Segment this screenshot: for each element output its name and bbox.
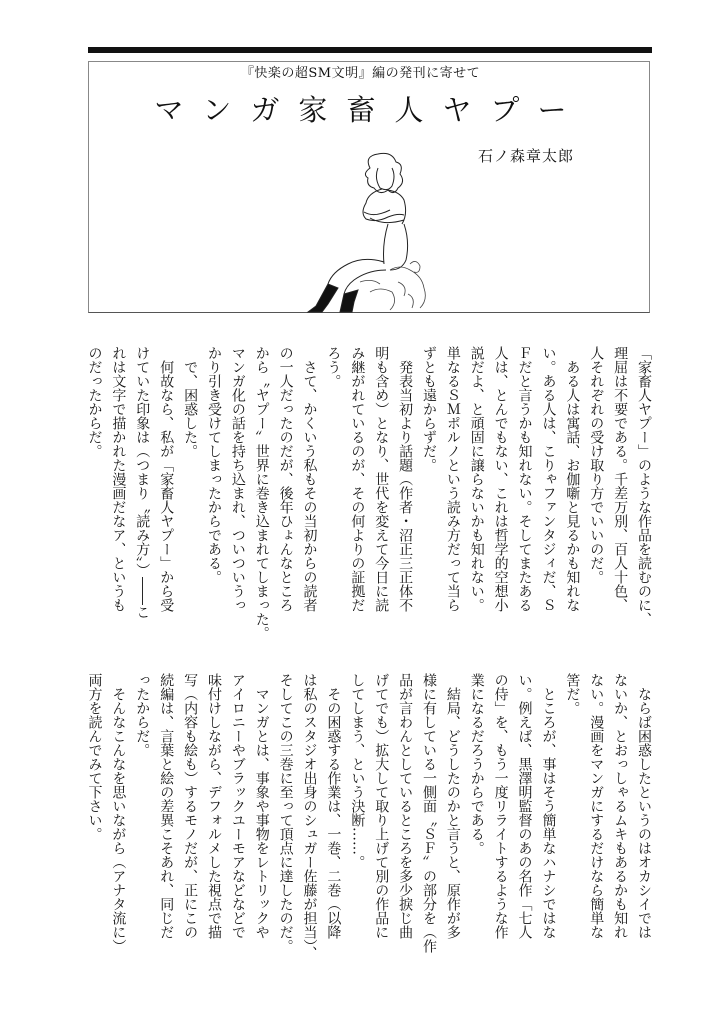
text-column: ないか、とおっしゃるムキもあるかも知れ xyxy=(612,673,629,939)
author-name: 石ノ森章太郎 xyxy=(478,147,575,165)
text-column: マンガ化の話を持ち込まれ、ついついうっ xyxy=(229,346,246,612)
text-column: けていた印象は（つまり〝読み方〟）――こ xyxy=(134,346,151,619)
text-column: 味付けしながら、デフォルメした視点で描 xyxy=(205,673,222,939)
text-column: ずとも遠からずだ。 xyxy=(420,346,437,472)
text-column: れは文字で描かれた漫画だなア、というも xyxy=(110,346,127,612)
text-column: 明も含め）となり、世代を変えて今日に読 xyxy=(373,346,390,612)
text-column: その困惑する作業は、一巻、二巻（以降 xyxy=(325,673,342,939)
text-column: げてでも）拡大して取り上げて別の作品に xyxy=(373,673,390,939)
text-column: ならば困惑したというのはオカシイでは xyxy=(636,673,652,939)
text-column: ない。漫画をマンガにするだけなら簡単な xyxy=(588,673,605,939)
text-column: 発表当初より話題（作者・沼正三正体不 xyxy=(397,346,414,612)
text-column: 写（内容も絵も）するモノだが、正にこの xyxy=(182,673,199,939)
text-column: してしまう、という決断……。 xyxy=(349,673,366,869)
text-column: Ｆだと言うかも知れない。そしてまたある xyxy=(516,346,533,612)
text-column: 説だよ、と頑固に譲らないかも知れない。 xyxy=(468,346,485,612)
text-column: 両方を読んでみて下さい。 xyxy=(86,673,103,841)
text-column: そんなこんなを思いながら（アナタ流に） xyxy=(110,673,127,953)
text-column: ったからだ。 xyxy=(134,673,151,757)
text-column: さて、かくいう私もその当初からの読者 xyxy=(301,346,318,612)
text-column: のだったからだ。 xyxy=(86,346,103,458)
text-column: から〝ヤプー〟世界に巻き込まれてしまった。 xyxy=(253,346,270,640)
text-column: マンガとは、事象や事物をレトリックや xyxy=(253,673,270,939)
text-column: 筈だ。 xyxy=(564,673,581,715)
text-column: 様に有している一側面〝ＳＦ〟の部分を（作 xyxy=(420,673,437,953)
text-column: アイロニーやブラックユーモアなどなどで xyxy=(229,673,246,939)
body-text-upper xyxy=(81,346,655,646)
text-column: み継がれているのが、その何よりの証拠だ xyxy=(349,346,366,612)
text-column: い。ある人は、こりゃファンタジィだ、Ｓ xyxy=(540,346,557,612)
text-column: は私のスタジオ出身のシュガー佐藤が担当）、 xyxy=(301,673,318,960)
text-column: ところが、事はそう簡単なハナシではな xyxy=(540,673,557,939)
text-column: の一人だったのだが、後年ひょんなところ xyxy=(277,346,294,612)
text-column: ろう。 xyxy=(325,346,342,388)
text-column: 人それぞれの受け取り方でいいのだ。 xyxy=(588,346,605,584)
text-column: 単なるＳＭポルノという読み方だって当ら xyxy=(444,346,461,612)
text-column: 理屈は不要である。千差万別、百人十色、 xyxy=(612,346,629,612)
text-column: 結局、どうしたのかと言うと、原作が多 xyxy=(444,673,461,939)
text-column: 「家畜人ヤプー」のような作品を読むのに、 xyxy=(636,346,652,626)
top-rule xyxy=(88,47,652,53)
text-column: そしてこの三巻に至って頂点に達したのだ。 xyxy=(277,673,294,953)
text-column: 続編は、言葉と絵の差異こそあれ、同じだ xyxy=(158,673,175,939)
text-column: い。例えば、黒澤明監督のあの名作「七人 xyxy=(516,673,533,939)
text-column: 何故なら、私が「家畜人ヤプー」から受 xyxy=(158,346,175,612)
subtitle: 『快楽の超SM文明』編の発刊に寄せて xyxy=(240,66,481,81)
text-column: 業になるだろうからである。 xyxy=(468,673,485,855)
seated-woman-illustration xyxy=(290,152,460,314)
text-column: 品が言わんとしているところを多少捩じ曲 xyxy=(397,673,414,939)
text-column: で、困惑した。 xyxy=(182,346,199,458)
text-column: ある人は寓話、お伽噺と見るかも知れな xyxy=(564,346,581,612)
text-column: かり引き受けてしまったからである。 xyxy=(205,346,222,584)
page-title: マンガ家畜人ヤプー xyxy=(154,93,586,127)
text-column: 人は、とんでもない、これは哲学的空想小 xyxy=(492,346,509,612)
body-text-lower xyxy=(81,673,655,973)
text-column: の侍」を、もう一度リライトするような作 xyxy=(492,673,509,939)
